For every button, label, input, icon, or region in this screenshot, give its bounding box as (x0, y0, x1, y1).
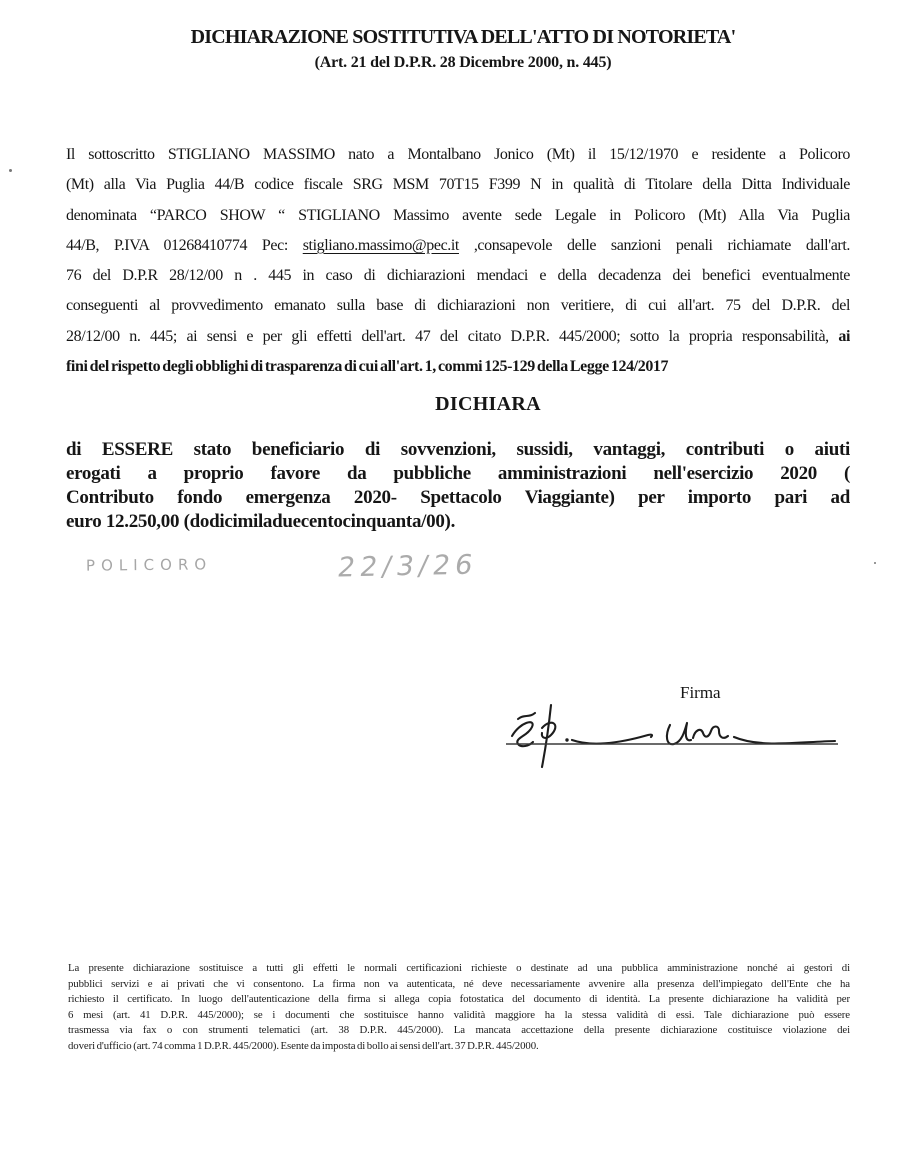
signature-image (498, 692, 843, 777)
intro-line: Il sottoscritto STIGLIANO MASSIMO nato a Montalbano Jonico (Mt) il 15/12/1970 e residente a Policoro (66, 146, 850, 163)
intro-line-bold-segment: ai (838, 327, 850, 345)
scan-speck (9, 169, 12, 172)
intro-line: conseguenti al provvedimento emanato sulla base di dichiarazioni non veritiere, di cui all'art. 75 del D.P.R. del (66, 297, 850, 315)
declaration-paragraph (66, 438, 850, 534)
document-title: DICHIARAZIONE SOSTITUTIVA DELL'ATTO DI NOTORIETA' (190, 26, 736, 48)
legal-footnote (68, 961, 850, 1054)
footnote-line: pubblici servizi e ai privati che vi consentono. La firma non va autenticata, né deve necessariamente avvenire alla presenza dell'impiegato dell'Ente che ha (68, 977, 850, 990)
footnote-line: trasmessa via fax o con strumenti telematici (art. 38 D.P.R. 445/2000). La mancata accettazione della presente dichiarazione costituisce violazione dei (68, 1024, 850, 1036)
intro-line: (Mt) alla Via Puglia 44/B codice fiscale SRG MSM 70T15 F399 N in qualità di Titolare della Ditta Individuale (66, 176, 850, 194)
scan-speck (874, 562, 876, 564)
declaration-line: erogati a proprio favore da pubbliche amministrazioni nell'esercizio 2020 ( (66, 462, 850, 484)
intro-paragraph (66, 140, 850, 382)
intro-line: 76 del D.P.R 28/12/00 n . 445 in caso di dichiarazioni mendaci e della decadenza dei benefici eventualmente (66, 267, 850, 285)
footnote-line: richiesto il certificato. In luogo dell'autenticazione della firma si allega copia fotostatica del documento di identità. La presente dichiarazione ha validità per (68, 993, 850, 1005)
intro-line-bold: fini del rispetto degli obblighi di trasparenza di cui all'art. 1, commi 125-129 della Legge 124/2017 (66, 358, 669, 376)
declaration-line: Contributo fondo emergenza 2020- Spettacolo Viaggiante) per importo pari ad (66, 486, 850, 508)
intro-line (66, 231, 850, 261)
intro-line: denominata “PARCO SHOW “ STIGLIANO Massimo avente sede Legale in Policoro (Mt) Alla Via Puglia (66, 206, 850, 224)
handwritten-place: POLICORO (85, 555, 213, 575)
intro-line-segment: 44/B, P.IVA 01268410774 Pec: (66, 236, 288, 254)
intro-line (66, 322, 850, 352)
footnote-line: La presente dichiarazione sostituisce a tutti gli effetti le normali certificazioni richieste o destinate ad una pubblica amministrazione nonché ai gestori di (68, 962, 850, 974)
document-subtitle: (Art. 21 del D.P.R. 28 Dicembre 2000, n. 445) (314, 54, 612, 71)
declaration-line: di ESSERE stato beneficiario di sovvenzioni, sussidi, vantaggi, contributi o aiuti (66, 439, 850, 460)
declaration-line: euro 12.250,00 (dodicimiladuecentocinquanta/00). (66, 510, 456, 532)
pec-email-text: stigliano.massimo@pec.it (302, 236, 459, 254)
footnote-line: doveri d'ufficio (art. 74 comma 1 D.P.R. 445/2000). Esente da imposta di bollo ai sensi dell'art. 37 D.P.R. 445/2000. (68, 1039, 539, 1052)
intro-line-segment: ,consapevole delle sanzioni penali richiamate dall'art. (473, 236, 850, 254)
intro-line-segment: 28/12/00 n. 445; ai sensi e per gli effetti dell'art. 47 del citato D.P.R. 445/2000; sotto la propria responsabilità, (66, 327, 829, 345)
handwritten-date: 22/3/26 (335, 549, 480, 584)
dichiara-heading: DICHIARA (435, 393, 541, 415)
signature-label: Firma (680, 683, 721, 702)
footnote-line: 6 mesi (art. 41 D.P.R. 445/2000); se i documenti che sostituisce hanno validità maggiore ha la stessa validità di essi. Tale dichiarazione può essere (68, 1008, 850, 1021)
document-header (26, 26, 900, 72)
